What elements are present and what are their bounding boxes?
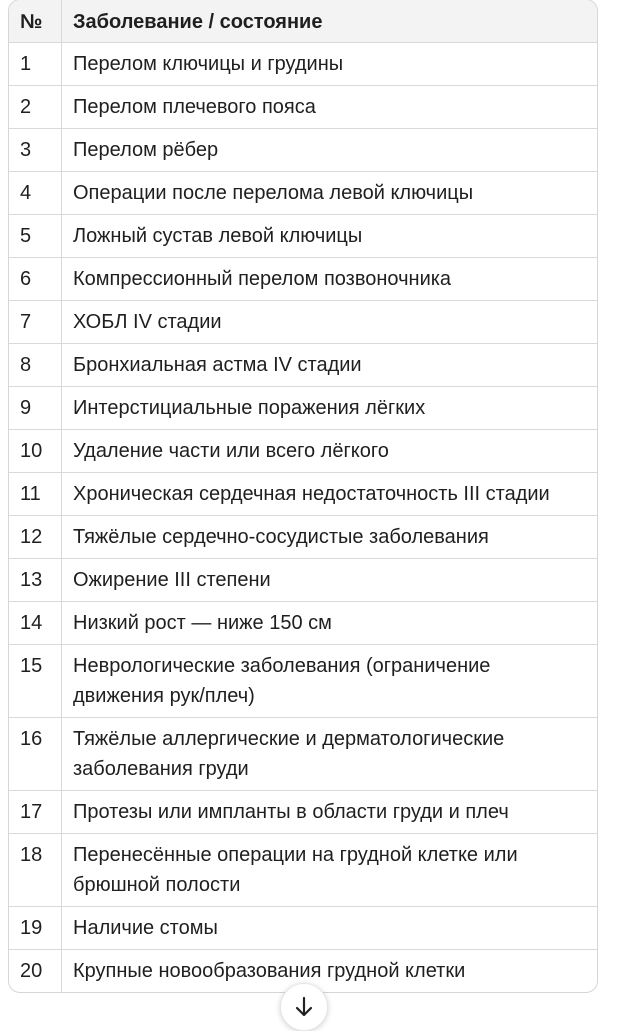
row-number: 2: [9, 86, 62, 129]
row-number: 4: [9, 172, 62, 215]
table-row: [9, 559, 597, 602]
row-number: 17: [9, 791, 62, 834]
row-number: 8: [9, 344, 62, 387]
row-number: 6: [9, 258, 62, 301]
table-row: [9, 791, 597, 834]
conditions-table-container: [8, 0, 598, 993]
row-condition: Неврологические заболевания (ограничение движения рук/плеч): [62, 645, 598, 718]
row-number: 9: [9, 387, 62, 430]
table-row: [9, 258, 597, 301]
conditions-table: [9, 0, 597, 992]
scroll-down-button[interactable]: [280, 983, 328, 1031]
row-condition: Ожирение III степени: [62, 559, 598, 602]
row-number: 20: [9, 950, 62, 993]
table-row: [9, 473, 597, 516]
table-row: [9, 129, 597, 172]
row-number: 13: [9, 559, 62, 602]
table-row: [9, 907, 597, 950]
row-number: 16: [9, 718, 62, 791]
row-condition: Наличие стомы: [62, 907, 598, 950]
row-condition: ХОБЛ IV стадии: [62, 301, 598, 344]
row-condition: Протезы или импланты в области груди и плеч: [62, 791, 598, 834]
row-condition: Перелом рёбер: [62, 129, 598, 172]
row-condition: Перенесённые операции на грудной клетке или брюшной полости: [62, 834, 598, 907]
table-row: [9, 834, 597, 907]
table-row: [9, 172, 597, 215]
row-number: 14: [9, 602, 62, 645]
row-condition: Крупные новообразования грудной клетки: [73, 960, 466, 982]
table-row: [9, 516, 597, 559]
header-number: №: [9, 0, 62, 43]
header-condition: Заболевание / состояние: [62, 0, 598, 43]
row-condition: Хроническая сердечная недостаточность III стадии: [62, 473, 598, 516]
row-condition: Перелом плечевого пояса: [62, 86, 598, 129]
row-number: 3: [9, 129, 62, 172]
row-number: 1: [9, 43, 62, 86]
table-row: [9, 215, 597, 258]
row-number: 19: [9, 907, 62, 950]
table-row: [9, 718, 597, 791]
table-row: [9, 602, 597, 645]
row-condition: Перелом ключицы и грудины: [62, 43, 598, 86]
arrow-down-icon: [294, 996, 314, 1018]
table-row: [9, 301, 597, 344]
row-number: 11: [9, 473, 62, 516]
row-condition: Бронхиальная астма IV стадии: [62, 344, 598, 387]
row-number: 5: [9, 215, 62, 258]
row-condition: Тяжёлые аллергические и дерматологические заболевания груди: [62, 718, 598, 791]
table-row: [9, 430, 597, 473]
row-number: 15: [9, 645, 62, 718]
row-condition: Операции после перелома левой ключицы: [62, 172, 598, 215]
table-row: [9, 86, 597, 129]
row-condition: Компрессионный перелом позвоночника: [62, 258, 598, 301]
row-condition: Интерстициальные поражения лёгких: [62, 387, 598, 430]
row-number: 18: [9, 834, 62, 907]
table-row: [9, 645, 597, 718]
table-row: [9, 344, 597, 387]
table-row: [9, 387, 597, 430]
row-number: 12: [9, 516, 62, 559]
row-condition: Низкий рост — ниже 150 см: [62, 602, 598, 645]
row-number: 7: [9, 301, 62, 344]
table-row: [9, 43, 597, 86]
row-number: 10: [9, 430, 62, 473]
row-condition: Удаление части или всего лёгкого: [62, 430, 598, 473]
row-condition: Тяжёлые сердечно-сосудистые заболевания: [62, 516, 598, 559]
table-header-row: [9, 0, 597, 43]
row-condition: Ложный сустав левой ключицы: [62, 215, 598, 258]
